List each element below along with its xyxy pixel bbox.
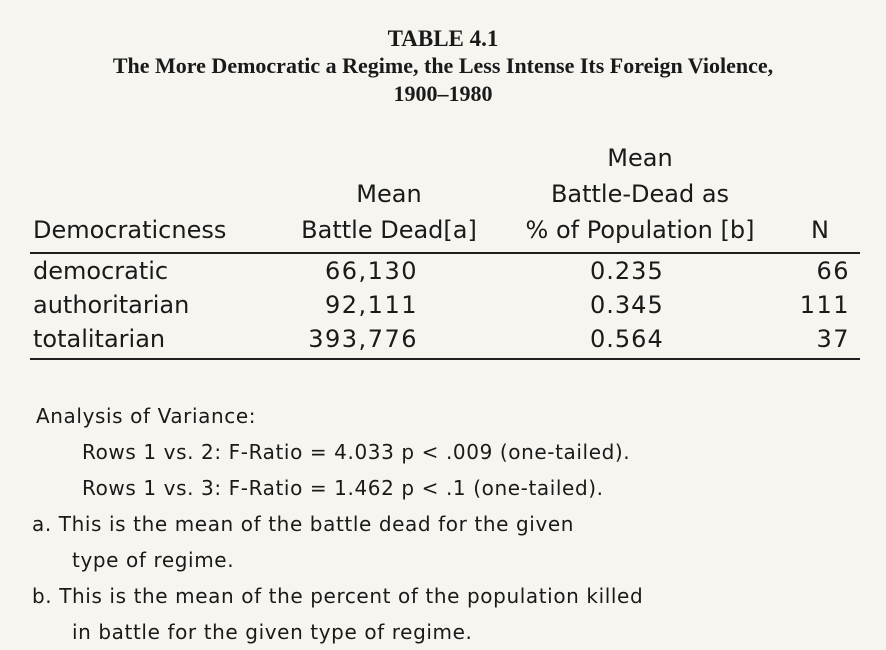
anova-heading: Analysis of Variance: — [36, 404, 257, 428]
table-title-line-2: 1900–1980 — [393, 81, 493, 106]
footnote-b-line-2: in battle for the given type of regime. — [72, 620, 473, 644]
cell-mean-battle-dead: 92,111 — [325, 291, 418, 319]
table-title-line-1: The More Democratic a Regime, the Less Intense Its Foreign Violence, — [112, 53, 774, 78]
anova-line-2: Rows 1 vs. 3: F-Ratio = 1.462 p < .1 (one-tailed). — [82, 476, 604, 500]
table-notes — [32, 398, 856, 650]
table-body — [30, 254, 860, 358]
cell-mean-battle-dead: 66,130 — [325, 257, 418, 285]
footnote-a-line-2: type of regime. — [72, 548, 235, 572]
cell-regime: totalitarian — [33, 325, 166, 353]
table-header — [30, 140, 860, 252]
footnote-b-line-1: b. This is the mean of the percent of the population killed — [32, 584, 644, 608]
cell-n: 37 — [816, 325, 850, 353]
cell-n: 66 — [816, 257, 850, 285]
cell-pct-population: 0.235 — [590, 257, 664, 285]
footnote-a-line-1: a. This is the mean of the battle dead for the given — [32, 512, 575, 536]
cell-n: 111 — [799, 291, 850, 319]
header-n: N — [811, 216, 829, 244]
cell-mean-battle-dead: 393,776 — [308, 325, 418, 353]
cell-regime: authoritarian — [33, 291, 190, 319]
header-mean-battle-dead: Mean Battle Dead[a] — [301, 180, 477, 244]
bottom-rule — [30, 358, 860, 360]
table-caption — [0, 26, 886, 108]
header-pct-population: Mean Battle-Dead as % of Population [b] — [525, 144, 755, 244]
header-democraticness: Democraticness — [33, 216, 227, 244]
data-table — [30, 140, 860, 360]
cell-pct-population: 0.564 — [590, 325, 664, 353]
cell-regime: democratic — [33, 257, 169, 285]
anova-line-1: Rows 1 vs. 2: F-Ratio = 4.033 p < .009 (one-tailed). — [82, 440, 631, 464]
table-row-authoritarian — [30, 288, 860, 322]
table-row-democratic — [30, 254, 860, 288]
table-label: TABLE 4.1 — [387, 26, 499, 51]
table-row-totalitarian — [30, 322, 860, 356]
cell-pct-population: 0.345 — [590, 291, 664, 319]
